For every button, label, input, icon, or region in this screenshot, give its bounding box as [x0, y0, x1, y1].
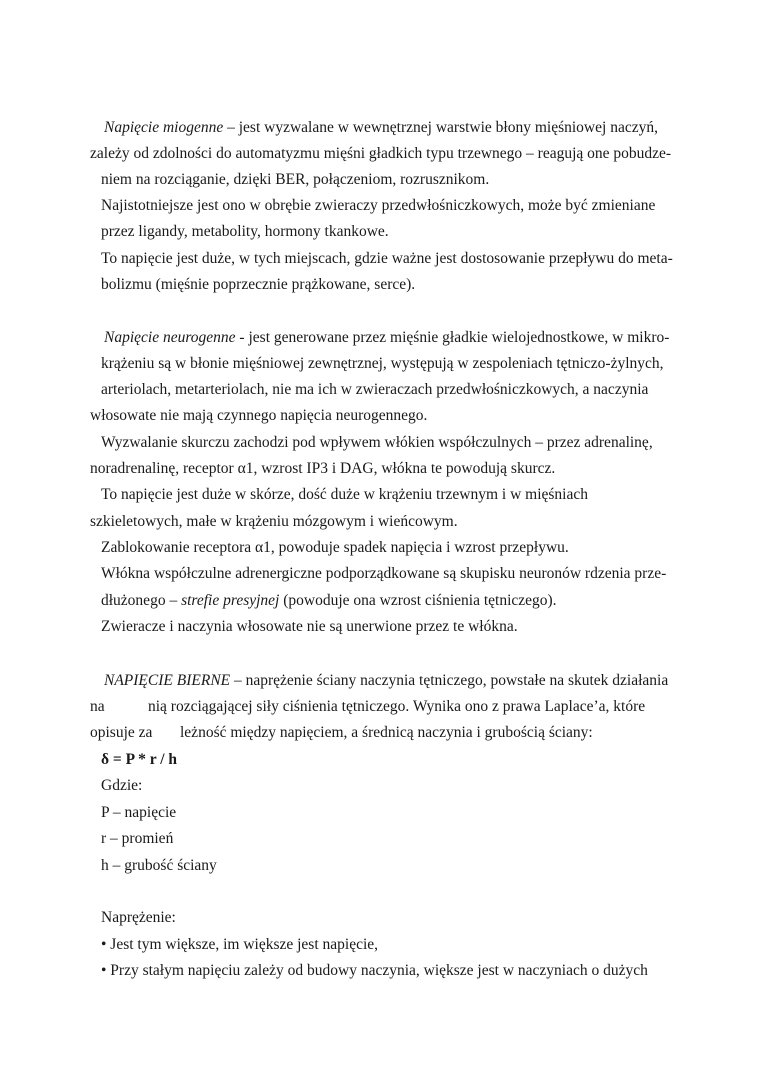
- var-h: h – grubość ściany: [101, 857, 217, 874]
- section2-line10: Włókna współczulne adrenergiczne podporządkowane są skupisku neuronów rdzenia prze-: [101, 565, 667, 582]
- text: jest generowane przez mięśnie gładkie wielojednostkowe, w mikro-: [244, 329, 670, 346]
- naprezenie-label: Naprężenie:: [101, 909, 176, 926]
- text: naprężenie ściany naczynia tętniczego, powstałe na skutek działania: [241, 672, 669, 689]
- section1-line7: bolizmu (mięśnie poprzecznie prążkowane, serce).: [101, 276, 416, 293]
- section3-line1: [104, 671, 668, 691]
- section2-line12: Zwieracze i naczynia włosowate nie są unerwione przez te włókna.: [101, 618, 518, 635]
- section1-line4: Najistotniejsze jest ono w obrębie zwieraczy przedwłośniczkowych, może być zmieniane: [101, 197, 656, 214]
- section3-line3a: opisuje za: [90, 724, 153, 741]
- section2-line4: włosowate nie mają czynnego napięcia neurogennego.: [90, 407, 428, 424]
- term-strefie-presyjnej: strefie presyjnej: [181, 592, 280, 609]
- section1-line3: niem na rozciąganie, dzięki BER, połączeniom, rozrusznikom.: [101, 171, 490, 188]
- term-napiecie-neurogenne: Napięcie neurogenne -: [104, 329, 245, 346]
- section2-line1: [104, 328, 669, 348]
- section2-line6: noradrenalinę, receptor α1, wzrost IP3 i DAG, włókna te powodują skurcz.: [90, 460, 556, 477]
- section3-line3b: leżność między napięciem, a średnicą naczynia i grubością ściany:: [180, 724, 593, 741]
- section2-line3: arteriolach, metarteriolach, nie ma ich w zwieraczach przedwłośniczkowych, a naczynia: [101, 381, 649, 398]
- gdzie-label: Gdzie:: [101, 777, 143, 794]
- var-r: r – promień: [101, 830, 174, 847]
- bullet-item-1: • Jest tym większe, im większe jest napięcie,: [101, 936, 379, 953]
- section2-line2: krążeniu są w błonie mięśniowej zewnętrznej, występują w zespoleniach tętniczo-żylnych,: [101, 355, 664, 372]
- section1-line6: To napięcie jest duże, w tych miejscach, gdzie ważne jest dostosowanie przepływu do meta-: [101, 250, 673, 267]
- bullet-item-2: • Przy stałym napięciu zależy od budowy naczynia, większe jest w naczyniach o dużych: [101, 962, 648, 979]
- section2-line7: To napięcie jest duże w skórze, dość duże w krążeniu trzewnym i w mięśniach: [101, 486, 588, 503]
- section2-line8: szkieletowych, małe w krążeniu mózgowym i wieńcowym.: [90, 513, 458, 530]
- section2-line11: [101, 591, 557, 611]
- text: dłużonego –: [101, 592, 182, 609]
- section2-line5: Wyzwalanie skurczu zachodzi pod wpływem włókien współczulnych – przez adrenalinę,: [101, 434, 653, 451]
- section1-line5: przez ligandy, metabolity, hormony tkankowe.: [101, 223, 389, 240]
- var-p: P – napięcie: [101, 804, 177, 821]
- text: (powoduje ona wzrost ciśnienia tętniczego).: [279, 592, 557, 609]
- section1-line1: [104, 118, 658, 138]
- term-napiecie-bierne: NAPIĘCIE BIERNE –: [104, 672, 242, 689]
- text: – jest wyzwalane w wewnętrznej warstwie błony mięśniowej naczyń,: [223, 119, 658, 136]
- section2-line9: Zablokowanie receptora α1, powoduje spadek napięcia i wzrost przepływu.: [101, 539, 569, 556]
- section1-line2: zależy od zdolności do automatyzmu mięśni gładkich typu trzewnego – reagują one pobudze-: [90, 145, 672, 162]
- formula: δ = P * r / h: [101, 751, 178, 768]
- term-napiecie-miogenne: Napięcie miogenne: [104, 119, 224, 136]
- section3-line2a: na: [90, 698, 105, 715]
- section3-line2b: nią rozciągającej siły ciśnienia tętniczego. Wynika ono z prawa Laplace’a, które: [148, 698, 646, 715]
